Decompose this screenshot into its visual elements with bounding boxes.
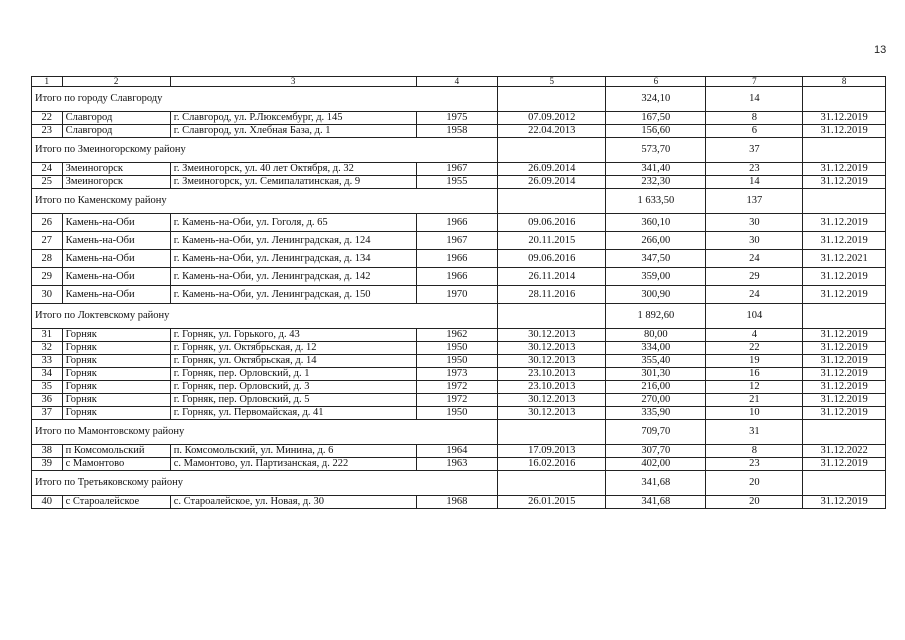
row-number: 27 bbox=[32, 232, 63, 250]
locality-cell: Горняк bbox=[62, 394, 170, 407]
subtotal-title: Итого по Каменскому району bbox=[32, 189, 498, 214]
area-cell: 232,30 bbox=[606, 176, 706, 189]
subtotal-area: 1 892,60 bbox=[606, 304, 706, 329]
quantity-cell: 14 bbox=[706, 176, 803, 189]
area-cell: 334,00 bbox=[606, 342, 706, 355]
quantity-cell: 10 bbox=[706, 407, 803, 420]
subtotal-title: Итого по городу Славгороду bbox=[32, 87, 498, 112]
table-row bbox=[32, 268, 886, 286]
address-cell: г. Горняк, ул. Горького, д. 43 bbox=[170, 329, 416, 342]
area-cell: 360,10 bbox=[606, 214, 706, 232]
row-number: 25 bbox=[32, 176, 63, 189]
row-number: 32 bbox=[32, 342, 63, 355]
subtotal-qty: 137 bbox=[706, 189, 803, 214]
row-number: 22 bbox=[32, 112, 63, 125]
subtotal-qty: 14 bbox=[706, 87, 803, 112]
locality-cell: Славгород bbox=[62, 125, 170, 138]
year-cell: 1962 bbox=[416, 329, 498, 342]
address-cell: г. Славгород, ул. Хлебная База, д. 1 bbox=[170, 125, 416, 138]
deadline-cell: 31.12.2019 bbox=[803, 355, 886, 368]
date-cell: 23.10.2013 bbox=[498, 381, 606, 394]
subtotal-empty-cell bbox=[803, 87, 886, 112]
locality-cell: Горняк bbox=[62, 342, 170, 355]
year-cell: 1970 bbox=[416, 286, 498, 304]
table-row bbox=[32, 407, 886, 420]
area-cell: 167,50 bbox=[606, 112, 706, 125]
quantity-cell: 23 bbox=[706, 458, 803, 471]
subtotal-empty-cell bbox=[498, 87, 606, 112]
subtotal-empty-cell bbox=[498, 471, 606, 496]
row-number: 37 bbox=[32, 407, 63, 420]
locality-cell: п Комсомольский bbox=[62, 445, 170, 458]
quantity-cell: 8 bbox=[706, 445, 803, 458]
row-number: 26 bbox=[32, 214, 63, 232]
row-number: 33 bbox=[32, 355, 63, 368]
subtotal-empty-cell bbox=[803, 304, 886, 329]
housing-table bbox=[31, 76, 886, 509]
table-row bbox=[32, 342, 886, 355]
deadline-cell: 31.12.2019 bbox=[803, 368, 886, 381]
deadline-cell: 31.12.2019 bbox=[803, 286, 886, 304]
locality-cell: Славгород bbox=[62, 112, 170, 125]
deadline-cell: 31.12.2019 bbox=[803, 268, 886, 286]
column-number: 2 bbox=[62, 77, 170, 87]
area-cell: 270,00 bbox=[606, 394, 706, 407]
year-cell: 1950 bbox=[416, 355, 498, 368]
year-cell: 1967 bbox=[416, 163, 498, 176]
area-cell: 341,68 bbox=[606, 496, 706, 509]
subtotal-area: 573,70 bbox=[606, 138, 706, 163]
area-cell: 266,00 bbox=[606, 232, 706, 250]
address-cell: г. Камень-на-Оби, ул. Ленинградская, д. 150 bbox=[170, 286, 416, 304]
date-cell: 26.11.2014 bbox=[498, 268, 606, 286]
table-row bbox=[32, 214, 886, 232]
area-cell: 216,00 bbox=[606, 381, 706, 394]
area-cell: 80,00 bbox=[606, 329, 706, 342]
area-cell: 307,70 bbox=[606, 445, 706, 458]
subtotal-empty-cell bbox=[498, 189, 606, 214]
area-cell: 359,00 bbox=[606, 268, 706, 286]
subtotal-empty-cell bbox=[803, 189, 886, 214]
column-number: 6 bbox=[606, 77, 706, 87]
area-cell: 341,40 bbox=[606, 163, 706, 176]
page-number: 13 bbox=[874, 44, 887, 56]
quantity-cell: 19 bbox=[706, 355, 803, 368]
locality-cell: с Староалейское bbox=[62, 496, 170, 509]
area-cell: 355,40 bbox=[606, 355, 706, 368]
address-cell: г. Камень-на-Оби, ул. Ленинградская, д. 134 bbox=[170, 250, 416, 268]
column-number: 5 bbox=[498, 77, 606, 87]
subtotal-qty: 31 bbox=[706, 420, 803, 445]
subtotal-row bbox=[32, 420, 886, 445]
date-cell: 17.09.2013 bbox=[498, 445, 606, 458]
subtotal-row bbox=[32, 471, 886, 496]
area-cell: 402,00 bbox=[606, 458, 706, 471]
table-row bbox=[32, 232, 886, 250]
row-number: 36 bbox=[32, 394, 63, 407]
address-cell: г. Горняк, ул. Первомайская, д. 41 bbox=[170, 407, 416, 420]
date-cell: 26.09.2014 bbox=[498, 163, 606, 176]
row-number: 40 bbox=[32, 496, 63, 509]
subtotal-row bbox=[32, 189, 886, 214]
area-cell: 156,60 bbox=[606, 125, 706, 138]
address-cell: г. Славгород, ул. Р.Люксембург, д. 145 bbox=[170, 112, 416, 125]
table-row bbox=[32, 176, 886, 189]
quantity-cell: 8 bbox=[706, 112, 803, 125]
address-cell: г. Змеиногорск, ул. Семипалатинская, д. 9 bbox=[170, 176, 416, 189]
subtotal-row bbox=[32, 304, 886, 329]
subtotal-qty: 20 bbox=[706, 471, 803, 496]
area-cell: 347,50 bbox=[606, 250, 706, 268]
subtotal-empty-cell bbox=[498, 420, 606, 445]
year-cell: 1966 bbox=[416, 214, 498, 232]
locality-cell: Горняк bbox=[62, 355, 170, 368]
quantity-cell: 16 bbox=[706, 368, 803, 381]
locality-cell: Камень-на-Оби bbox=[62, 214, 170, 232]
year-cell: 1973 bbox=[416, 368, 498, 381]
table-row bbox=[32, 286, 886, 304]
row-number: 39 bbox=[32, 458, 63, 471]
address-cell: г. Горняк, пер. Орловский, д. 5 bbox=[170, 394, 416, 407]
subtotal-title: Итого по Змеиногорскому району bbox=[32, 138, 498, 163]
row-number: 34 bbox=[32, 368, 63, 381]
subtotal-area: 709,70 bbox=[606, 420, 706, 445]
row-number: 35 bbox=[32, 381, 63, 394]
date-cell: 22.04.2013 bbox=[498, 125, 606, 138]
table-row bbox=[32, 250, 886, 268]
address-cell: г. Камень-на-Оби, ул. Ленинградская, д. 142 bbox=[170, 268, 416, 286]
locality-cell: Горняк bbox=[62, 407, 170, 420]
quantity-cell: 29 bbox=[706, 268, 803, 286]
deadline-cell: 31.12.2019 bbox=[803, 232, 886, 250]
locality-cell: Камень-на-Оби bbox=[62, 286, 170, 304]
locality-cell: Горняк bbox=[62, 381, 170, 394]
deadline-cell: 31.12.2021 bbox=[803, 250, 886, 268]
locality-cell: Камень-на-Оби bbox=[62, 250, 170, 268]
table-row bbox=[32, 163, 886, 176]
address-cell: г. Змеиногорск, ул. 40 лет Октября, д. 32 bbox=[170, 163, 416, 176]
year-cell: 1950 bbox=[416, 342, 498, 355]
address-cell: с. Мамонтово, ул. Партизанская, д. 222 bbox=[170, 458, 416, 471]
column-number: 4 bbox=[416, 77, 498, 87]
table-row bbox=[32, 368, 886, 381]
address-cell: г. Горняк, пер. Орловский, д. 1 bbox=[170, 368, 416, 381]
table-row bbox=[32, 112, 886, 125]
date-cell: 30.12.2013 bbox=[498, 394, 606, 407]
locality-cell: с Мамонтово bbox=[62, 458, 170, 471]
table-row bbox=[32, 125, 886, 138]
deadline-cell: 31.12.2019 bbox=[803, 329, 886, 342]
table-row bbox=[32, 355, 886, 368]
date-cell: 07.09.2012 bbox=[498, 112, 606, 125]
locality-cell: Змеиногорск bbox=[62, 176, 170, 189]
deadline-cell: 31.12.2019 bbox=[803, 458, 886, 471]
deadline-cell: 31.12.2019 bbox=[803, 112, 886, 125]
quantity-cell: 4 bbox=[706, 329, 803, 342]
quantity-cell: 30 bbox=[706, 232, 803, 250]
deadline-cell: 31.12.2019 bbox=[803, 407, 886, 420]
quantity-cell: 6 bbox=[706, 125, 803, 138]
locality-cell: Горняк bbox=[62, 329, 170, 342]
quantity-cell: 24 bbox=[706, 250, 803, 268]
year-cell: 1963 bbox=[416, 458, 498, 471]
date-cell: 09.06.2016 bbox=[498, 214, 606, 232]
row-number: 28 bbox=[32, 250, 63, 268]
subtotal-title: Итого по Мамонтовскому району bbox=[32, 420, 498, 445]
date-cell: 26.09.2014 bbox=[498, 176, 606, 189]
date-cell: 30.12.2013 bbox=[498, 329, 606, 342]
deadline-cell: 31.12.2019 bbox=[803, 496, 886, 509]
area-cell: 300,90 bbox=[606, 286, 706, 304]
address-cell: г. Камень-на-Оби, ул. Гоголя, д. 65 bbox=[170, 214, 416, 232]
deadline-cell: 31.12.2019 bbox=[803, 381, 886, 394]
subtotal-title: Итого по Локтевскому району bbox=[32, 304, 498, 329]
table-row bbox=[32, 445, 886, 458]
date-cell: 23.10.2013 bbox=[498, 368, 606, 381]
subtotal-area: 1 633,50 bbox=[606, 189, 706, 214]
quantity-cell: 23 bbox=[706, 163, 803, 176]
deadline-cell: 31.12.2019 bbox=[803, 163, 886, 176]
subtotal-title: Итого по Третьяковскому району bbox=[32, 471, 498, 496]
deadline-cell: 31.12.2019 bbox=[803, 125, 886, 138]
address-cell: г. Горняк, ул. Октябрьская, д. 12 bbox=[170, 342, 416, 355]
date-cell: 20.11.2015 bbox=[498, 232, 606, 250]
year-cell: 1958 bbox=[416, 125, 498, 138]
locality-cell: Змеиногорск bbox=[62, 163, 170, 176]
year-cell: 1966 bbox=[416, 268, 498, 286]
address-cell: с. Староалейское, ул. Новая, д. 30 bbox=[170, 496, 416, 509]
locality-cell: Горняк bbox=[62, 368, 170, 381]
address-cell: г. Горняк, ул. Октябрьская, д. 14 bbox=[170, 355, 416, 368]
date-cell: 30.12.2013 bbox=[498, 407, 606, 420]
locality-cell: Камень-на-Оби bbox=[62, 268, 170, 286]
address-cell: г. Горняк, пер. Орловский, д. 3 bbox=[170, 381, 416, 394]
year-cell: 1972 bbox=[416, 381, 498, 394]
row-number: 31 bbox=[32, 329, 63, 342]
deadline-cell: 31.12.2022 bbox=[803, 445, 886, 458]
quantity-cell: 20 bbox=[706, 496, 803, 509]
year-cell: 1955 bbox=[416, 176, 498, 189]
quantity-cell: 21 bbox=[706, 394, 803, 407]
subtotal-row bbox=[32, 138, 886, 163]
column-number: 8 bbox=[803, 77, 886, 87]
column-number: 1 bbox=[32, 77, 63, 87]
row-number: 38 bbox=[32, 445, 63, 458]
quantity-cell: 22 bbox=[706, 342, 803, 355]
year-cell: 1964 bbox=[416, 445, 498, 458]
subtotal-area: 341,68 bbox=[606, 471, 706, 496]
table-row bbox=[32, 458, 886, 471]
table-row bbox=[32, 381, 886, 394]
deadline-cell: 31.12.2019 bbox=[803, 214, 886, 232]
year-cell: 1967 bbox=[416, 232, 498, 250]
subtotal-empty-cell bbox=[803, 420, 886, 445]
deadline-cell: 31.12.2019 bbox=[803, 176, 886, 189]
area-cell: 335,90 bbox=[606, 407, 706, 420]
row-number: 23 bbox=[32, 125, 63, 138]
date-cell: 30.12.2013 bbox=[498, 355, 606, 368]
subtotal-empty-cell bbox=[803, 471, 886, 496]
column-number: 3 bbox=[170, 77, 416, 87]
year-cell: 1975 bbox=[416, 112, 498, 125]
subtotal-area: 324,10 bbox=[606, 87, 706, 112]
year-cell: 1972 bbox=[416, 394, 498, 407]
table-row bbox=[32, 394, 886, 407]
row-number: 29 bbox=[32, 268, 63, 286]
column-number-row bbox=[32, 77, 886, 87]
address-cell: п. Комсомольский, ул. Минина, д. 6 bbox=[170, 445, 416, 458]
table-row bbox=[32, 329, 886, 342]
year-cell: 1950 bbox=[416, 407, 498, 420]
subtotal-empty-cell bbox=[803, 138, 886, 163]
deadline-cell: 31.12.2019 bbox=[803, 342, 886, 355]
quantity-cell: 12 bbox=[706, 381, 803, 394]
year-cell: 1968 bbox=[416, 496, 498, 509]
table-row bbox=[32, 496, 886, 509]
date-cell: 16.02.2016 bbox=[498, 458, 606, 471]
subtotal-row bbox=[32, 87, 886, 112]
quantity-cell: 24 bbox=[706, 286, 803, 304]
quantity-cell: 30 bbox=[706, 214, 803, 232]
deadline-cell: 31.12.2019 bbox=[803, 394, 886, 407]
locality-cell: Камень-на-Оби bbox=[62, 232, 170, 250]
date-cell: 28.11.2016 bbox=[498, 286, 606, 304]
row-number: 24 bbox=[32, 163, 63, 176]
subtotal-empty-cell bbox=[498, 304, 606, 329]
subtotal-empty-cell bbox=[498, 138, 606, 163]
address-cell: г. Камень-на-Оби, ул. Ленинградская, д. 124 bbox=[170, 232, 416, 250]
date-cell: 09.06.2016 bbox=[498, 250, 606, 268]
subtotal-qty: 104 bbox=[706, 304, 803, 329]
column-number: 7 bbox=[706, 77, 803, 87]
subtotal-qty: 37 bbox=[706, 138, 803, 163]
year-cell: 1966 bbox=[416, 250, 498, 268]
area-cell: 301,30 bbox=[606, 368, 706, 381]
row-number: 30 bbox=[32, 286, 63, 304]
date-cell: 30.12.2013 bbox=[498, 342, 606, 355]
date-cell: 26.01.2015 bbox=[498, 496, 606, 509]
